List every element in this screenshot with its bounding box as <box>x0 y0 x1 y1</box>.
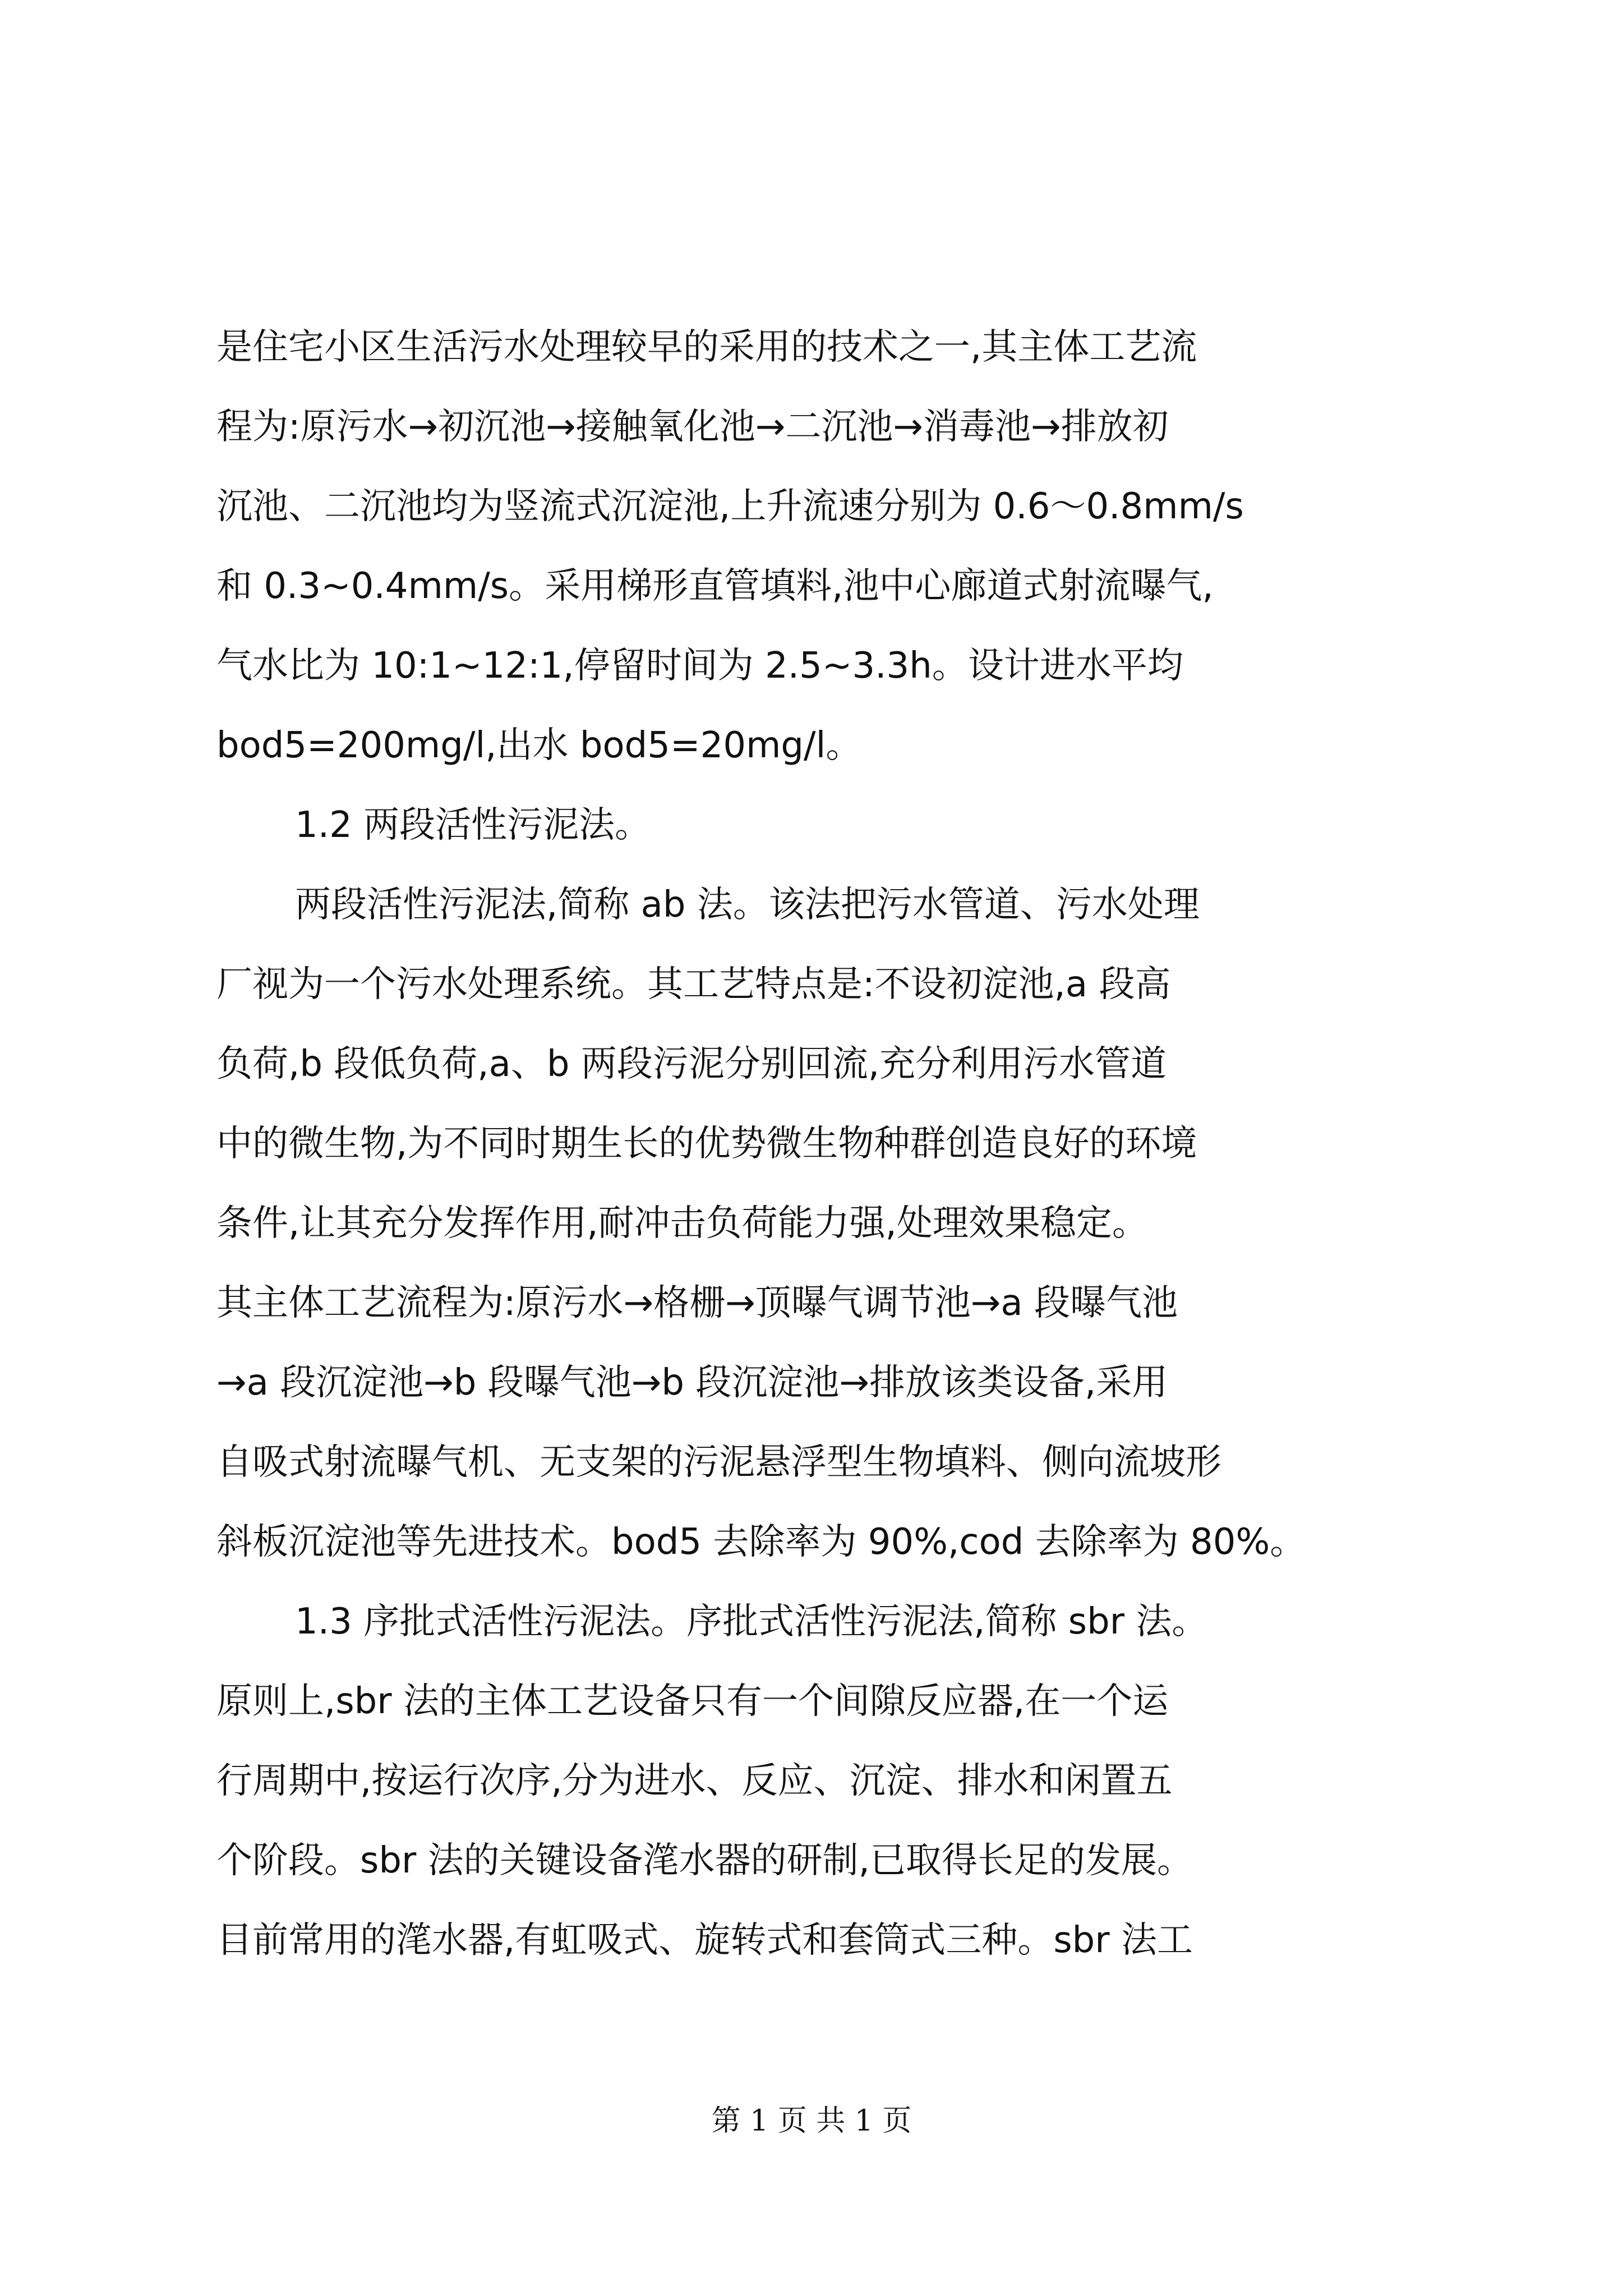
text-line: 厂视为一个污水处理系统。其工艺特点是:不设初淀池,a 段高 <box>216 964 1171 1005</box>
section-heading-1-3: 1.3 序批式活性污泥法。序批式活性污泥法,简称 sbr 法。 <box>295 1601 1208 1642</box>
text-line: 和 0.3~0.4mm/s。采用梯形直管填料,池中心廊道式射流曝气, <box>216 565 1214 607</box>
text-line: 两段活性污泥法,简称 ab 法。该法把污水管道、污水处理 <box>295 884 1200 926</box>
text-line: 斜板沉淀池等先进技术。bod5 去除率为 90%,cod 去除率为 80%。 <box>216 1521 1306 1563</box>
text-line: 条件,让其充分发挥作用,耐冲击负荷能力强,处理效果稳定。 <box>216 1203 1149 1244</box>
text-line: 自吸式射流曝气机、无支架的污泥悬浮型生物填料、侧向流坡形 <box>216 1442 1221 1483</box>
text-line: bod5=200mg/l,出水 bod5=20mg/l。 <box>216 725 862 766</box>
text-line: 沉池、二沉池均为竖流式沉淀池,上升流速分别为 0.6～0.8mm/s <box>216 486 1244 527</box>
text-line: →a 段沉淀池→b 段曝气池→b 段沉淀池→排放该类设备,采用 <box>216 1362 1168 1404</box>
text-line: 目前常用的滗水器,有虹吸式、旋转式和套筒式三种。sbr 法工 <box>216 1920 1193 1961</box>
text-line: 负荷,b 段低负荷,a、b 两段污泥分别回流,充分利用污水管道 <box>216 1043 1167 1085</box>
body-text <box>216 307 1422 1980</box>
text-line: 程为:原污水→初沉池→接触氧化池→二沉池→消毒池→排放初 <box>216 406 1169 448</box>
text-line: 其主体工艺流程为:原污水→格栅→顶曝气调节池→a 段曝气池 <box>216 1282 1178 1324</box>
text-line: 中的微生物,为不同时期生长的优势微生物种群创造良好的环境 <box>216 1123 1197 1165</box>
page-footer: 第 1 页 共 1 页 <box>711 2104 912 2138</box>
section-heading-1-2: 1.2 两段活性污泥法。 <box>295 804 651 846</box>
text-line: 气水比为 10:1~12:1,停留时间为 2.5~3.3h。设计进水平均 <box>216 645 1183 687</box>
text-line: 原则上,sbr 法的主体工艺设备只有一个间隙反应器,在一个运 <box>216 1681 1169 1722</box>
text-line: 个阶段。sbr 法的关键设备滗水器的研制,已取得长足的发展。 <box>216 1840 1193 1881</box>
text-line: 是住宅小区生活污水处理较早的采用的技术之一,其主体工艺流 <box>216 326 1197 368</box>
text-line: 行周期中,按运行次序,分为进水、反应、沉淀、排水和闲置五 <box>216 1760 1173 1802</box>
